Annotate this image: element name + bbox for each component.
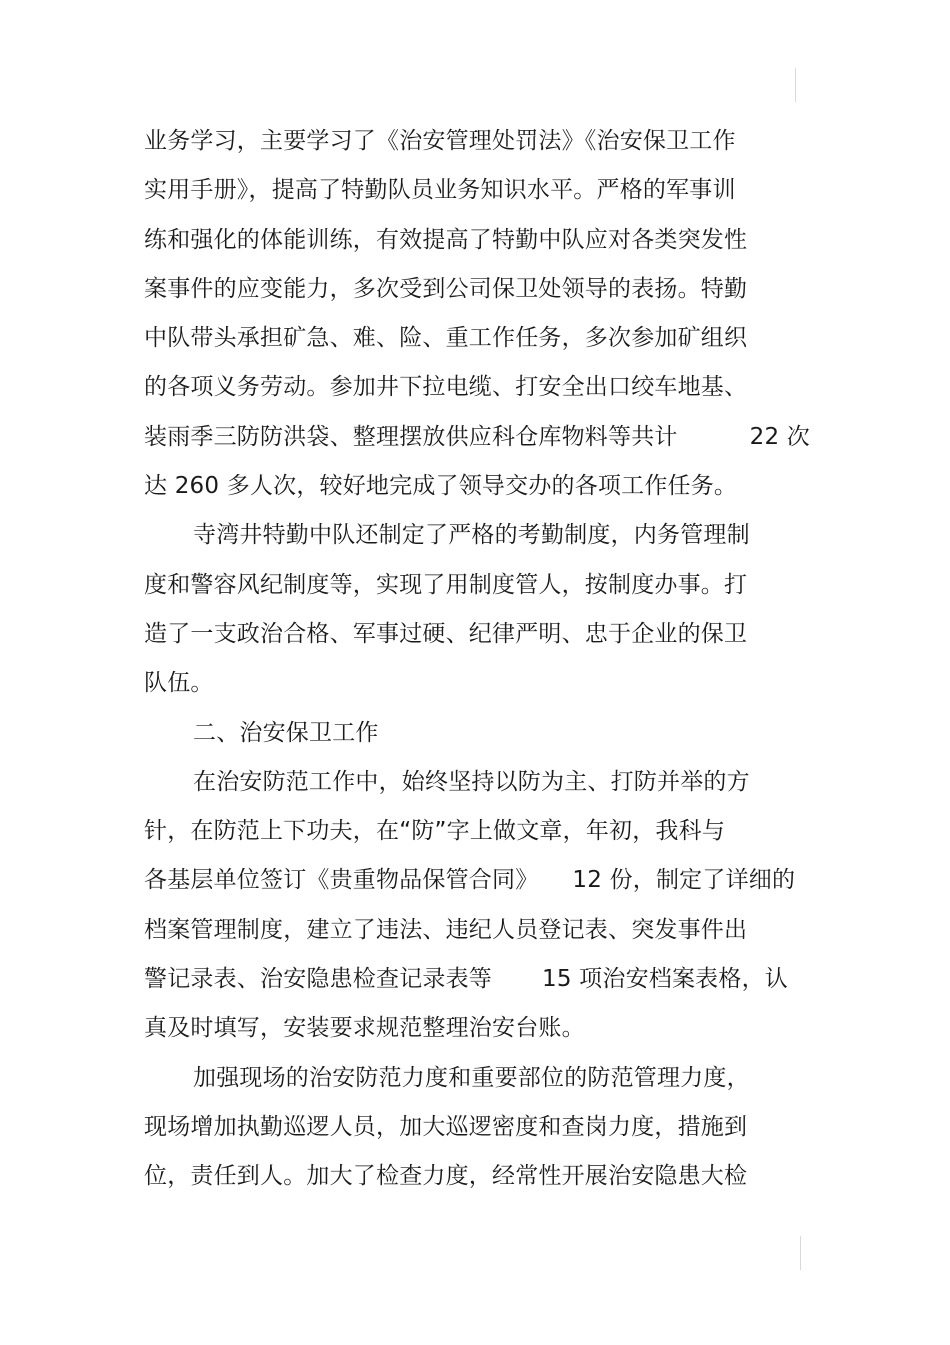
text-line: 练和强化的体能训练，有效提高了特勤中队应对各类突发性 — [144, 226, 748, 253]
text-line: 案事件的应变能力，多次受到公司保卫处领导的表扬。特勤 — [144, 275, 748, 302]
text-line: 业务学习，主要学习了《治安管理处罚法》《治安保卫工作 — [144, 128, 736, 154]
text-line: 针，在防范上下功夫，在“防”字上做文章，年初，我科与 — [144, 818, 726, 845]
page-edge-mark-bottom — [800, 1236, 801, 1270]
text-line: 队伍。 — [144, 670, 214, 697]
section-heading: 二、治安保卫工作 — [193, 719, 379, 746]
text-line: 档案管理制度，建立了违法、违纪人员登记表、突发事件出 — [144, 916, 748, 943]
text-line: 位，责任到人。加大了检查力度，经常性开展治安隐患大检 — [144, 1163, 748, 1190]
text-line: 现场增加执勤巡逻人员，加大巡逻密度和查岗力度，措施到 — [144, 1113, 748, 1140]
text-line: 真及时填写，安装要求规范整理治安台账。 — [144, 1015, 585, 1042]
text-segment: 22 次 — [749, 423, 810, 450]
text-line: 达 260 多人次，较好地完成了领导交办的各项工作任务。 — [144, 473, 738, 500]
text-segment: 15 项治安档案表格，认 — [542, 966, 788, 993]
paragraph-start: 加强现场的治安防范力度和重要部位的防范管理力度， — [193, 1064, 750, 1091]
text-line — [144, 959, 824, 1008]
text-line: 度和警容风纪制度等，实现了用制度管人，按制度办事。打 — [144, 571, 748, 598]
paragraph-start: 在治安防范工作中，始终坚持以防为主、打防并举的方 — [193, 768, 750, 795]
document-body — [144, 121, 824, 1206]
text-line: 的各项义务劳动。参加井下拉电缆、打安全出口绞车地基、 — [144, 374, 748, 401]
page-edge-mark-top — [795, 68, 796, 102]
text-line — [144, 860, 824, 909]
text-line: 造了一支政治合格、军事过硬、纪律严明、忠于企业的保卫 — [144, 620, 748, 647]
text-line: 中队带头承担矿急、难、险、重工作任务，多次参加矿组织 — [144, 325, 748, 352]
text-segment: 12 份，制定了详细的 — [572, 867, 796, 894]
text-segment: 警记录表、治安隐患检查记录表等 — [144, 966, 492, 993]
text-line: 实用手册》，提高了特勤队员业务知识水平。严格的军事训 — [144, 177, 736, 204]
text-line — [144, 417, 824, 466]
text-segment: 装雨季三防防洪袋、整理摆放供应科仓库物料等共计 — [144, 423, 678, 450]
paragraph-start: 寺湾井特勤中队还制定了严格的考勤制度，内务管理制 — [193, 522, 750, 549]
text-segment: 各基层单位签订《贵重物品保管合同》 — [144, 867, 539, 894]
